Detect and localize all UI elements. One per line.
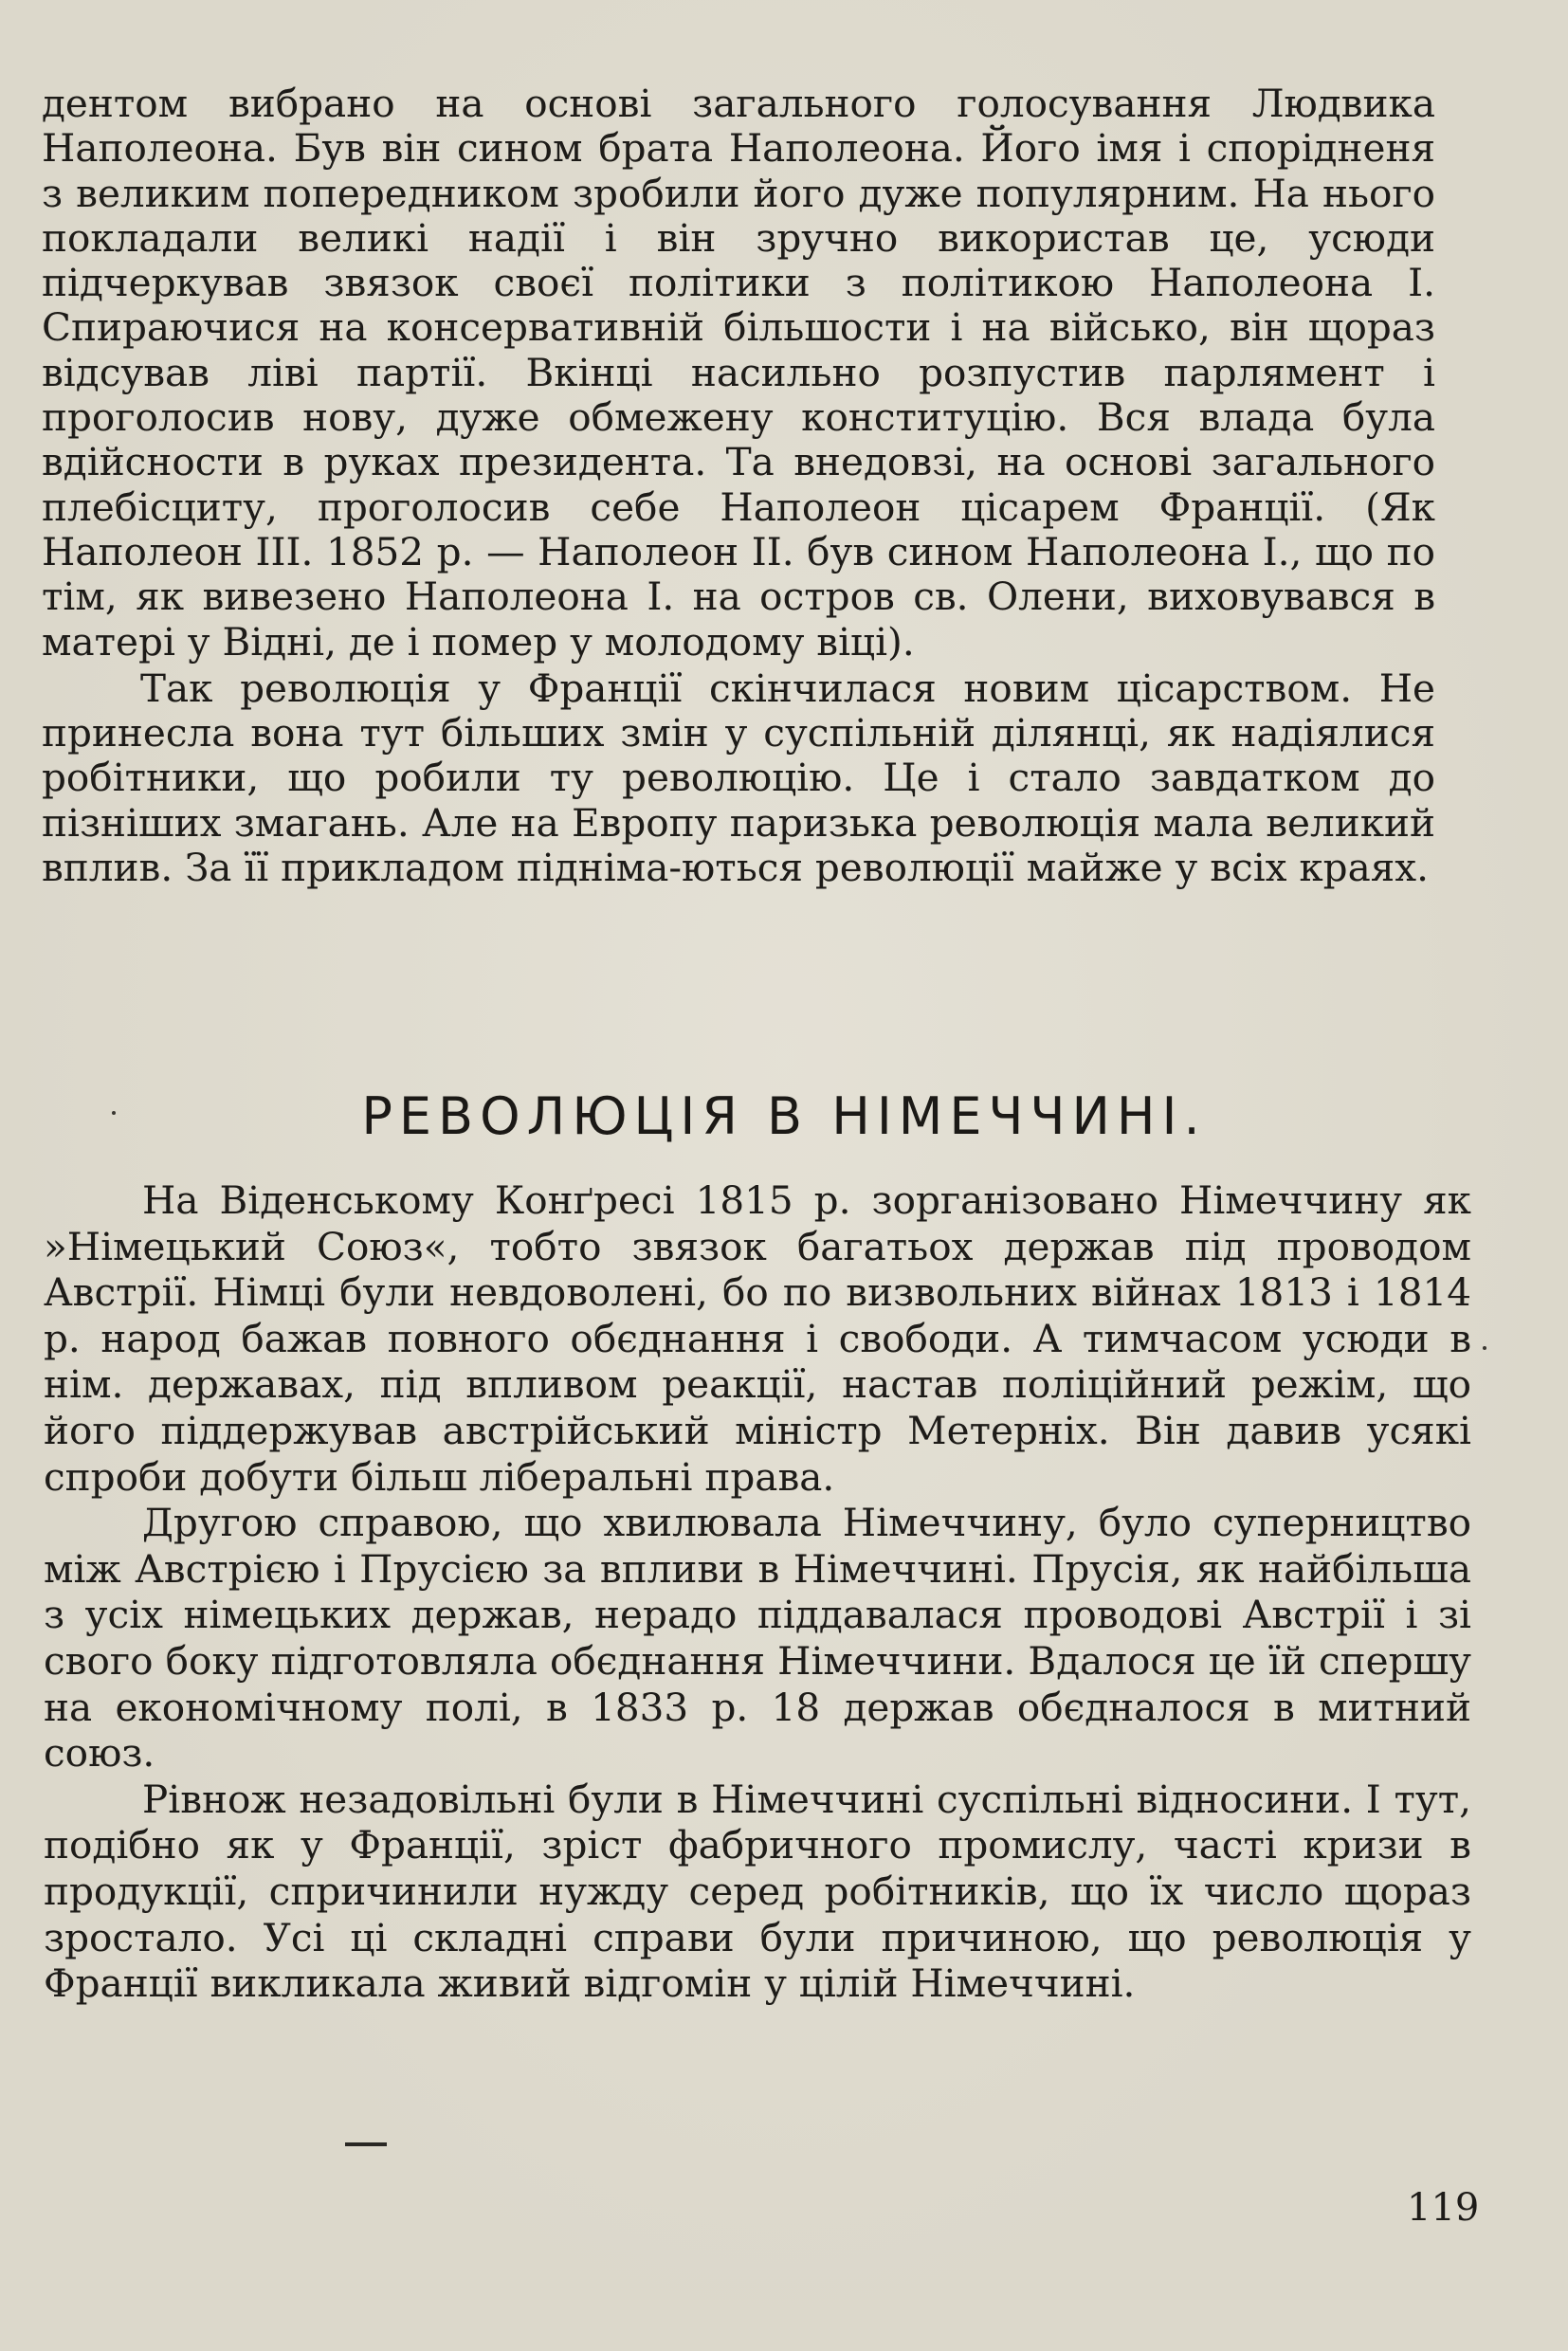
paragraph-vienna-congress: На Віденському Конґресі 1815 р. зорганізовано Німеччину як »Німецький Союз«, тобто звязок багатьох держав під проводом Австрії. Німці були невдоволені, бо по визвольних війнах 1813 і 1814 р. народ бажав повного обєднання і свободи. А тимчасом усюди в нім. державах, під впливом реакції, настав поліційний режім, що його піддержував австрійський міністр Метерніх. Він давив усякі спроби добути більш ліберальні права. <box>44 1177 1471 1500</box>
paragraph-napoleon-election: дентом вибрано на основі загального голосування Людвика Наполеона. Був він сином брата Наполеона. Його імя і спорідненя з великим попередником зробили його дуже популярним. На нього покладали великі надії і він зручно використав це, усюди підчеркував звязок своєї політики з політикою Наполеона І. Спираючися на консервативній більшости і на військо, він щораз відсував ліві партії. Вкінці насильно розпустив парлямент і проголосив нову, дуже обмежену конституцію. Вся влада була вдійсности в руках президента. Та внедовзі, на основі загального плебісциту, проголосив себе Наполеон цісарем Франції. (Як Наполеон III. 1852 р. — Наполеон II. був сином Наполеона І., що по тім, як вивезено Наполеона І. на остров св. Олени, виховувався в матері у Відні, де і помер у молодому віці). <box>42 81 1435 665</box>
bottom-text-block <box>44 1177 1471 2007</box>
page-number: 119 <box>1407 2186 1480 2230</box>
print-dot-mark <box>112 1111 116 1115</box>
print-dot-mark <box>1483 1346 1486 1350</box>
top-text-block <box>42 82 1435 890</box>
paragraph-france-revolution-result: Так революція у Франції скінчилася новим цісарством. Не принесла вона тут більших змін у суспільній ділянці, як надіялися робітники, що робили ту революцію. Це і стало завдатком до пізніших змагань. Але на Европу паризька революція мала великий вплив. За її прикладом підніма-ються революції майже у всіх краях. <box>42 665 1435 891</box>
print-dash-mark <box>345 2142 387 2146</box>
paragraph-social-conditions: Рівнож незадовільні були в Німеччині суспільні відносини. І тут, подібно як у Франції, зріст фабричного промислу, часті кризи в продукції, спричинили нужду серед робітників, що їх число щораз зростало. Усі ці складні справи були причиною, що революція у Франції викликала живий відгомін у цілій Німеччині. <box>44 1776 1471 2007</box>
paragraph-austria-prussia-rivalry: Другою справою, що хвилювала Німеччину, було суперництво між Австрією і Прусією за впливи в Німеччині. Прусія, як найбільша з усіх німецьких держав, нерадо піддавалася проводові Австрії і зі свого боку підготовляла обєднання Німеччини. Вдалося це їй спершу на економічному полі, в 1833 р. 18 держав обєдналося в митний союз. <box>44 1500 1471 1777</box>
section-heading: РЕВОЛЮЦІЯ В НІМЕЧЧИНІ. <box>361 1086 1207 1146</box>
